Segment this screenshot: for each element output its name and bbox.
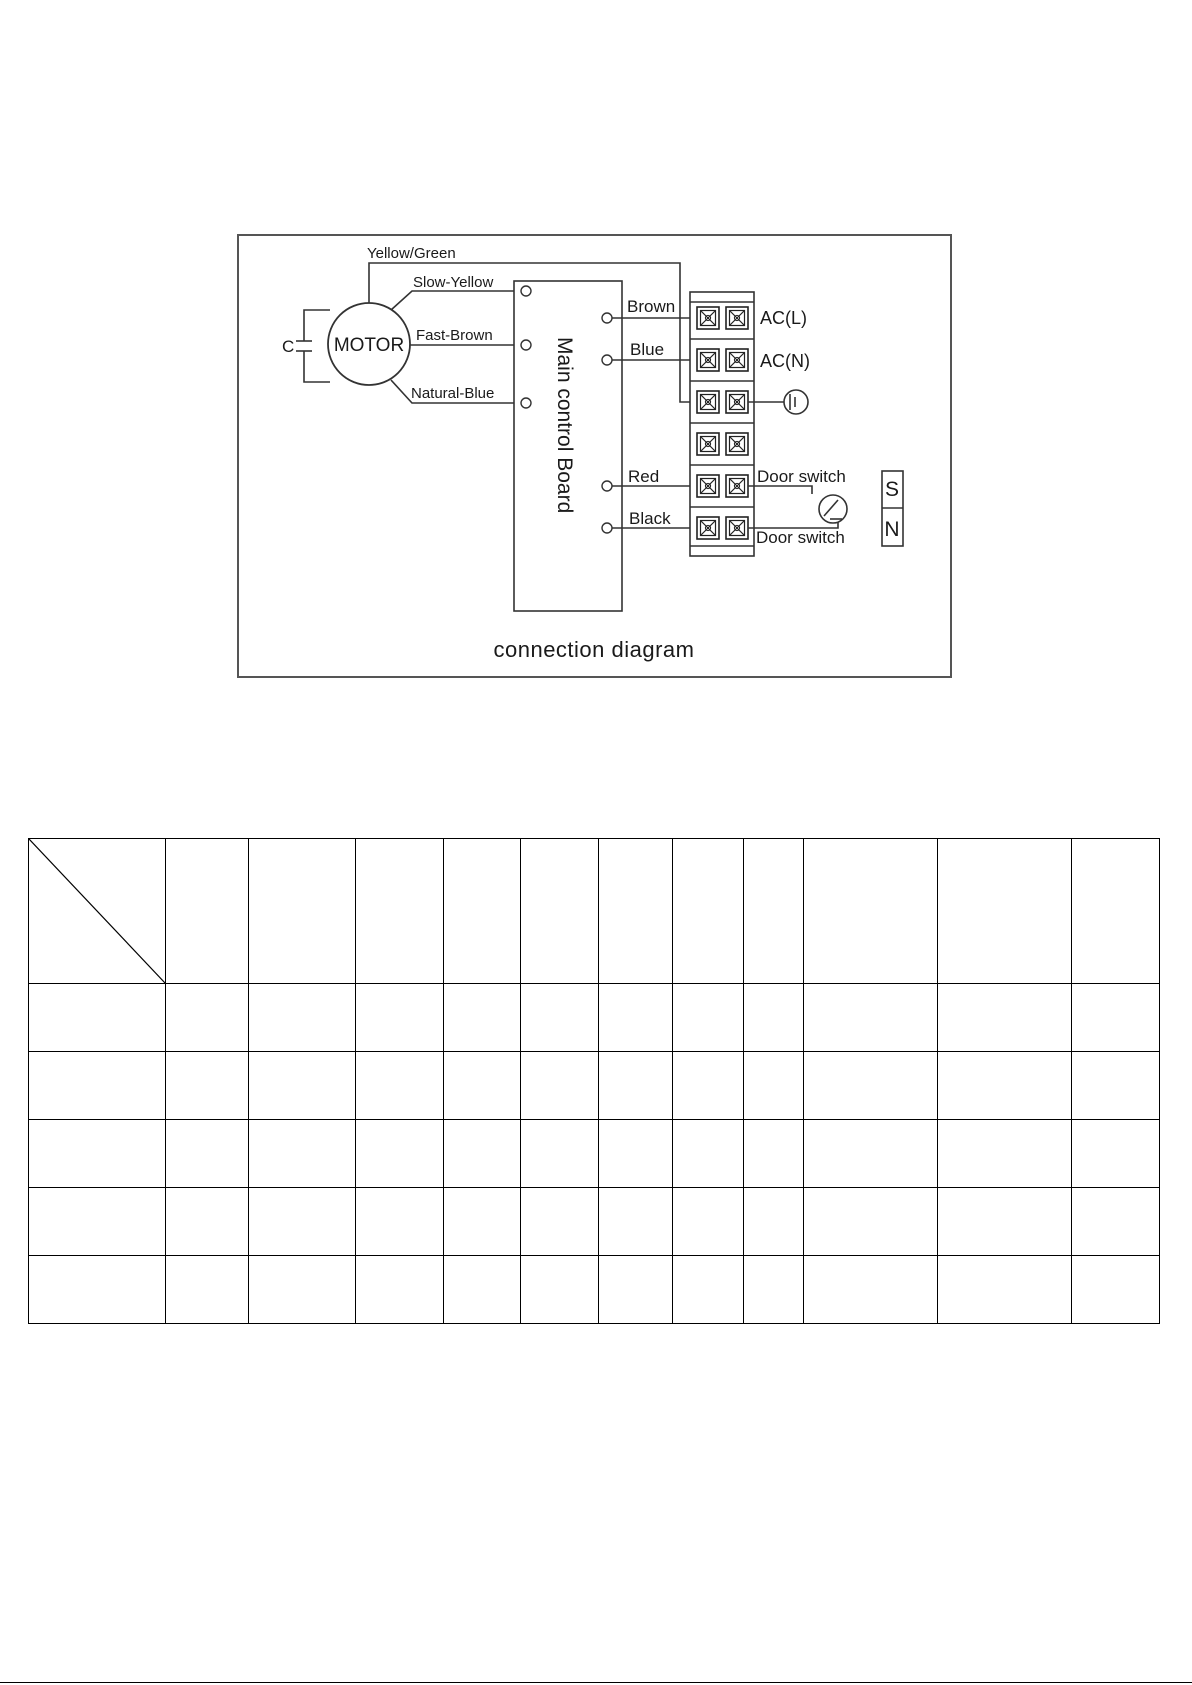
table-row <box>29 984 1160 1052</box>
capacitor <box>296 310 330 382</box>
table-cell <box>599 1188 673 1256</box>
table-cell <box>673 1188 744 1256</box>
table-cell <box>744 839 804 984</box>
diagonal-line-icon <box>29 839 166 984</box>
table-cell <box>804 1052 938 1120</box>
table-cell <box>356 1052 444 1120</box>
diagram-caption: connection diagram <box>493 637 695 662</box>
table-cell <box>29 1188 166 1256</box>
table-cell <box>804 1256 938 1324</box>
motor-label: MOTOR <box>333 335 405 356</box>
terminal-label-door-switch-top: Door switch <box>757 467 846 486</box>
table-cell <box>599 984 673 1052</box>
blank-table <box>28 838 1160 1324</box>
door-switch-icon <box>748 486 847 528</box>
table-cell <box>938 1256 1072 1324</box>
table-cell <box>356 1120 444 1188</box>
table-cell <box>804 1120 938 1188</box>
connection-diagram <box>0 0 1192 720</box>
table-cell <box>521 1188 599 1256</box>
terminal-label-door-switch-bottom: Door switch <box>756 528 845 547</box>
table-cell <box>673 1120 744 1188</box>
wire-label-slow: Slow-Yellow <box>413 274 494 291</box>
wire-label-black: Black <box>629 509 671 528</box>
table-cell <box>444 1188 521 1256</box>
table-cell <box>356 1188 444 1256</box>
sn-label-s: S <box>884 478 900 501</box>
table-cell <box>249 984 356 1052</box>
table-cell <box>249 1188 356 1256</box>
table-cell <box>1072 1120 1160 1188</box>
table-cell <box>1072 984 1160 1052</box>
table-cell <box>599 1052 673 1120</box>
table-cell <box>938 984 1072 1052</box>
wire-label-natural: Natural-Blue <box>411 385 495 402</box>
table-cell <box>938 1120 1072 1188</box>
table-cell <box>744 1188 804 1256</box>
table-cell <box>804 839 938 984</box>
terminal-label-ac-neutral: AC(N) <box>760 351 810 371</box>
table-cell <box>249 839 356 984</box>
board-label: Main control Board <box>553 337 576 514</box>
table-cell <box>444 1120 521 1188</box>
table-cell <box>521 839 599 984</box>
table-cell <box>599 839 673 984</box>
table-cell <box>166 1120 249 1188</box>
table-cell <box>804 984 938 1052</box>
table-cell <box>521 1256 599 1324</box>
terminal-label-ac-live: AC(L) <box>760 308 808 328</box>
wire-label-fast: Fast-Brown <box>416 327 493 344</box>
table-cell <box>166 1188 249 1256</box>
table-row <box>29 1256 1160 1324</box>
table-cell <box>744 1120 804 1188</box>
table-cell <box>744 1256 804 1324</box>
terminal-strip <box>690 292 754 556</box>
ground-icon <box>748 390 808 414</box>
table-cell <box>29 1052 166 1120</box>
table-cell <box>521 984 599 1052</box>
table-row <box>29 1188 1160 1256</box>
table-cell <box>444 984 521 1052</box>
wire-label-brown: Brown <box>627 297 676 316</box>
table-cell <box>521 1120 599 1188</box>
table-corner-cell <box>29 839 166 984</box>
table-cell <box>938 1052 1072 1120</box>
table-cell <box>29 1256 166 1324</box>
table-cell <box>166 984 249 1052</box>
table-header-row <box>29 839 1160 984</box>
table-cell <box>673 1052 744 1120</box>
wire-label-blue: Blue <box>630 340 665 359</box>
table-cell <box>673 839 744 984</box>
table-cell <box>444 1052 521 1120</box>
table-cell <box>249 1120 356 1188</box>
table-cell <box>521 1052 599 1120</box>
table-cell <box>1072 839 1160 984</box>
table-cell <box>1072 1052 1160 1120</box>
table-cell <box>1072 1188 1160 1256</box>
sn-label-n: N <box>884 518 900 541</box>
table-cell <box>744 1052 804 1120</box>
table-row <box>29 1120 1160 1188</box>
table-cell <box>804 1188 938 1256</box>
wire-label-red: Red <box>628 467 660 486</box>
table-cell <box>1072 1256 1160 1324</box>
table-cell <box>673 1256 744 1324</box>
table-cell <box>599 1120 673 1188</box>
table-row <box>29 1052 1160 1120</box>
table-cell <box>29 984 166 1052</box>
table-cell <box>444 839 521 984</box>
table-cell <box>29 1120 166 1188</box>
table-cell <box>444 1256 521 1324</box>
capacitor-label: C <box>282 337 295 356</box>
table-cell <box>938 839 1072 984</box>
table-cell <box>249 1256 356 1324</box>
table-cell <box>166 1256 249 1324</box>
table-cell <box>938 1188 1072 1256</box>
table-cell <box>599 1256 673 1324</box>
table-cell <box>166 1052 249 1120</box>
table-cell <box>356 984 444 1052</box>
table-cell <box>356 839 444 984</box>
table-cell <box>356 1256 444 1324</box>
table-cell <box>249 1052 356 1120</box>
table-cell <box>673 984 744 1052</box>
footer-rule <box>0 1682 1192 1683</box>
table-cell <box>166 839 249 984</box>
table-cell <box>744 984 804 1052</box>
wire-label-ground: Yellow/Green <box>367 245 456 262</box>
